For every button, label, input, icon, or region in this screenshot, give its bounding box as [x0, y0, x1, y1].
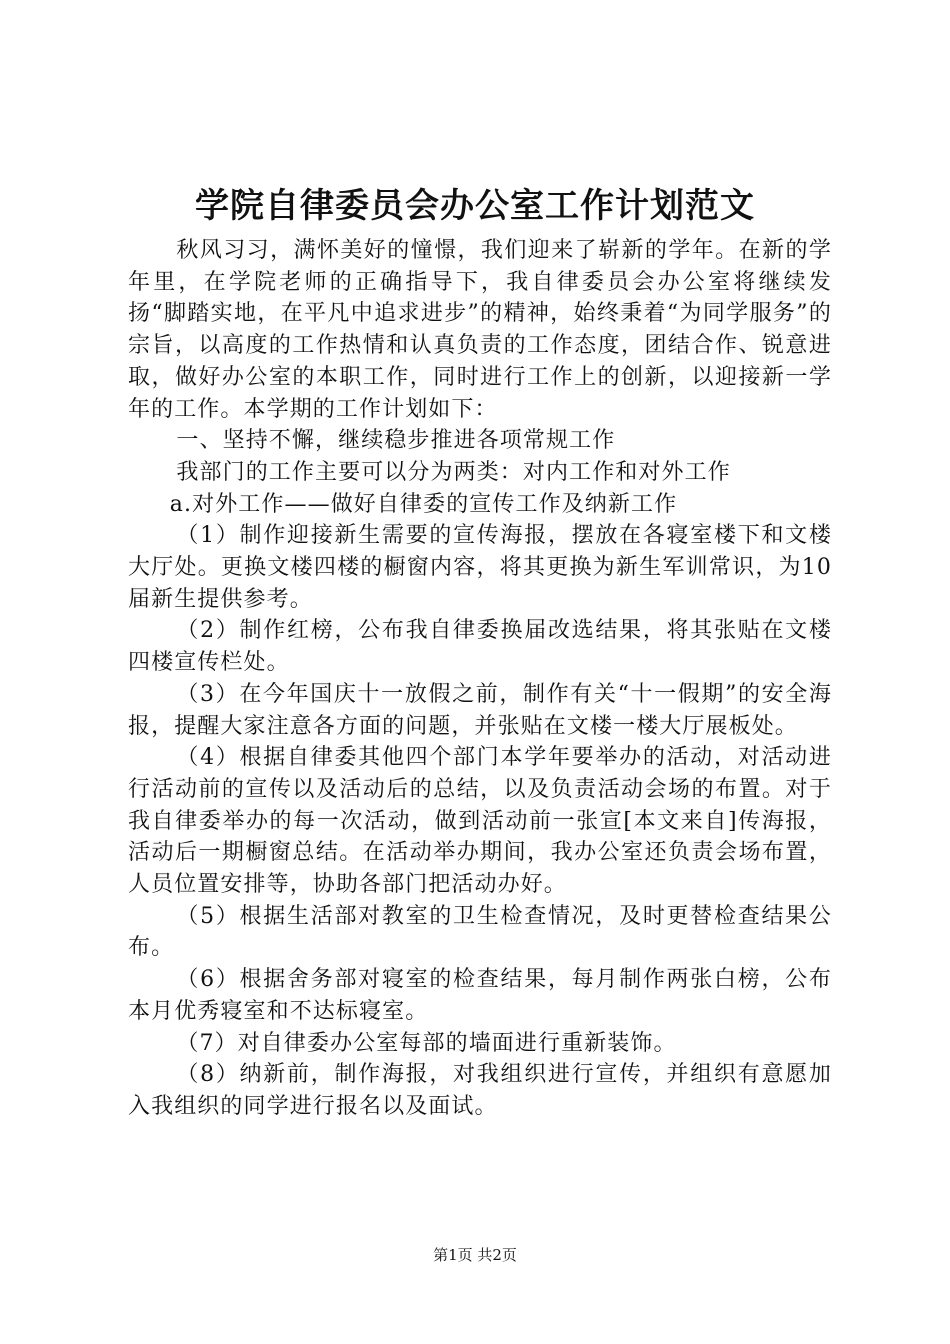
paragraph: 我部门的工作主要可以分为两类：对内工作和对外工作 [176, 459, 731, 485]
document-title: 学院自律委员会办公室工作计划范文 [195, 186, 755, 226]
document-body [128, 235, 832, 1123]
list-item: （8）纳新前，制作海报，对我组织进行宣传，并组织有意愿加入我组织的同学进行报名以及面试。 [128, 1062, 832, 1119]
list-item: （1）制作迎接新生需要的宣传海报，摆放在各寝室楼下和文楼大厅处。更换文楼四楼的橱窗内容，将其更换为新生军训常识，为10届新生提供参考。 [128, 523, 832, 612]
list-item: （3）在今年国庆十一放假之前，制作有关“十一假期”的安全海报，提醒大家注意各方面的问题，并张贴在文楼一楼大厅展板处。 [128, 681, 832, 739]
list-item: （7）对自律委办公室每部的墙面进行重新装饰。 [176, 1030, 677, 1056]
subsection-heading: a.对外工作——做好自律委的宣传工作及纳新工作 [169, 491, 678, 517]
list-item: （2）制作红榜，公布我自律委换届改选结果，将其张贴在文楼四楼宣传栏处。 [128, 618, 832, 676]
section-heading: 一、坚持不懈，继续稳步推进各项常规工作 [176, 428, 616, 454]
list-item: （6）根据舍务部对寝室的检查结果，每月制作两张白榜，公布本月优秀寝室和不达标寝室。 [128, 967, 832, 1024]
intro-paragraph: 秋风习习，满怀美好的憧憬，我们迎来了崭新的学年。在新的学年里，在学院老师的正确指导下，我自律委员会办公室将继续发扬“脚踏实地，在平凡中追求进步”的精神，始终秉着“为同学服务”的宗旨，以高度的工作热情和认真负责的工作态度，团结合作、锐意进取，做好办公室的本职工作，同时进行工作上的创新，以迎接新一学年的工作。本学期的工作计划如下： [128, 238, 832, 422]
list-item: （4）根据自律委其他四个部门本学年要举办的活动，对活动进行活动前的宣传以及活动后的总结，以及负责活动会场的布置。对于我自律委举办的每一次活动，做到活动前一张宣[本文来自]传海报，活动后一期橱窗总结。在活动举办期间，我办公室还负责会场布置，人员位置安排等，协助各部门把活动办好。 [128, 745, 832, 898]
list-item: （5）根据生活部对教室的卫生检查情况，及时更替检查结果公布。 [128, 903, 832, 961]
page-number-footer: 第1页 共2页 [433, 1246, 517, 1264]
